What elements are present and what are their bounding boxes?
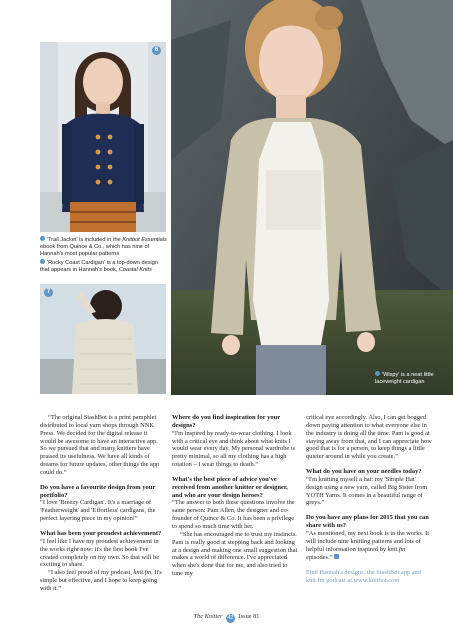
paragraph: critical eye accordingly. Also, I can get bogged down paying attention to what everyone else in the industry is doing all the time. Pam is good at staying away from that, and I can appreciate how good that is for a person, to keep things a little quieter around in while you create.” [306, 414, 432, 461]
page-number: 42 [227, 615, 234, 621]
caption-bullet-icon [40, 236, 45, 241]
paragraph: “I'm inspired by ready-to-wear clothing. I look with a critical eye and think about what knits I would wear every day. My personal wardrobe is pretty minimal, so all my clothing has a high rotation – I wear things to death.” [172, 429, 296, 469]
paragraph: “I feel like I have my proudest achievement in the works right now: it's the first book I've created completely on my own. So that will be exciting to share. [40, 537, 160, 569]
find-more-link[interactable]: Find Hannah's designs, the StashBot app and knit.fm podcast at www.knitbot.com [306, 569, 421, 585]
wispy-cardigan-photo [171, 0, 453, 395]
podcast-name: knit.fm [133, 569, 152, 577]
trail-jacket-image [40, 42, 166, 232]
paragraph [40, 569, 164, 593]
trail-jacket-photo [40, 42, 166, 232]
paragraph: “She has encouraged me to trust my instincts. Pam is really good at stepping back and looking at a design and making one small suggestion that makes a world of difference. I've appreciated when she's done that for me, and also tried to tune my [172, 530, 298, 578]
rocky-coast-cardigan-photo [40, 284, 166, 394]
caption-bullet-icon [40, 259, 45, 264]
article-column-1 [40, 414, 164, 593]
caption-book-title: Coastal Knits [118, 266, 152, 273]
question-heading: What's the best piece of advice you've received from another knitter or designer, and who are your design heroes? [172, 475, 288, 499]
paragraph-text: episodes.” [306, 553, 333, 561]
question-heading: Do you have a favourite design from your portfolio? [40, 483, 156, 499]
paragraph-text: “As mentioned, my next book is in the works. It will include nine knitting patterns and lots of helpful information inspired by [306, 529, 430, 553]
article-column-2 [172, 414, 298, 578]
photo-number-badge: 6 [152, 46, 161, 55]
page-footer [0, 613, 453, 623]
paragraph-text: “I also feel proud of my podcast, [48, 569, 134, 577]
issue-number: Issue 81 [238, 613, 260, 620]
article-column-3 [306, 414, 432, 585]
caption-text: 'Rocky Coast Cardigan' is a top-down design that appears in Hannah's book, [40, 259, 158, 273]
question-heading: Where do you find inspiration for your designs? [172, 414, 280, 429]
wispy-caption-text: 'Wispy' is a neat little laceweight cardigan [375, 372, 434, 385]
caption-bullet-icon [375, 371, 380, 376]
rocky-coast-cardigan-image [40, 284, 166, 394]
photo-number-badge: 7 [44, 288, 53, 297]
paragraph: “I love 'Breezy Cardigan'. It's a marriage of 'Featherweight' and 'Effortless' cardigans, the perfect layering piece in my opinion!” [40, 499, 156, 523]
paragraph: “The answer to both these questions involve the same person: Pam Allen, the designer and co-founder of Quince & Co. It has been a privilege to spend so much time with her. [172, 499, 295, 530]
question-heading: What do you have on your needles today? [306, 468, 422, 476]
left-caption [40, 236, 168, 274]
paragraph [306, 530, 432, 561]
end-mark-icon [334, 554, 339, 559]
caption-book-title: Knitbot Essentials [122, 237, 167, 243]
podcast-name: knit.fm [387, 545, 406, 553]
magazine-name: The Knitter [193, 613, 223, 620]
caption-item-rocky-coast [40, 259, 168, 274]
paragraph-text: . It's simple but effective, and I hope to keep going with it.” [40, 569, 162, 592]
caption-item-trail-jacket [40, 236, 168, 259]
question-heading: What has been your proudest achievement? [40, 529, 162, 537]
wispy-caption [375, 371, 439, 386]
question-heading: Do you have any plans for 2015 that you can share with us? [306, 514, 429, 530]
main-photo [171, 0, 453, 395]
paragraph: “The original StashBot is a print pamphlet distributed to local yarn shops through NNK Press. We decided for the digital release it would be awesome to have an interactive app. So we pursued that and many knitters have praised its usefulness. We have all kinds of dreams for future updates, other things the app could do.” [40, 414, 160, 476]
paragraph: “I'm knitting myself a hat: my 'Simple Hat' design using a new yarn, called Big Sister from YOTH Yarns. It comes in a beautiful range of greys.” [306, 475, 428, 507]
caption-text: ebook from Quince & Co., which has nine of Hannah's most popular patterns [40, 244, 150, 258]
caption-text: 'Trail Jacket' is included in the [47, 237, 123, 243]
